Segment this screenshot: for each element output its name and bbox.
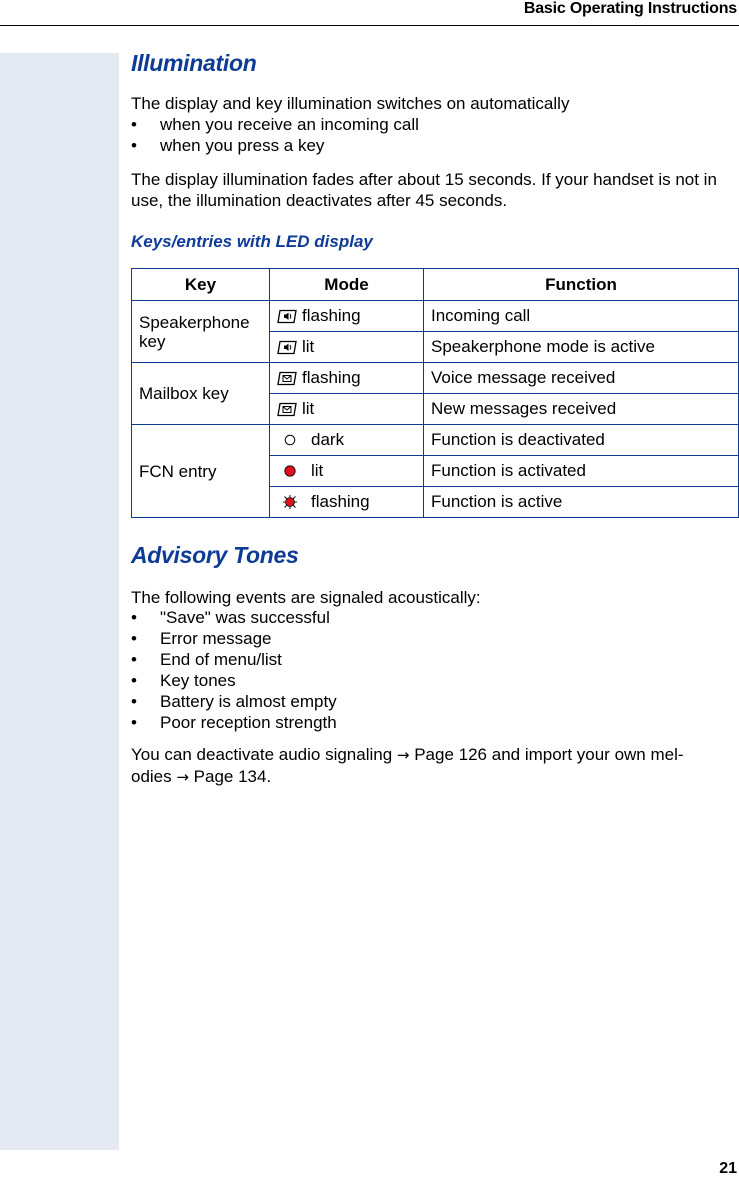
table-header-row — [132, 269, 739, 301]
speakerphone-key-icon — [277, 309, 298, 324]
page-header-title: Basic Operating Instructions — [523, 0, 737, 17]
function-cell: Function is active — [424, 487, 739, 518]
function-cell: New messages received — [424, 394, 739, 425]
list-item: • End of menu/list — [131, 649, 337, 670]
mode-label: flashing — [302, 306, 361, 325]
table-row — [132, 301, 739, 332]
mode-cell — [270, 301, 424, 332]
led-flashing-icon — [283, 495, 297, 509]
page-ref-arrow-icon: → — [176, 768, 189, 786]
illumination-heading: Illumination — [131, 50, 257, 76]
table-row — [132, 425, 739, 456]
page-ref-134[interactable]: Page 134. — [188, 767, 272, 786]
led-section-heading: Keys/entries with LED display — [131, 232, 373, 251]
closing-text: odies — [131, 767, 177, 786]
closing-text: You can deactivate audio signaling — [131, 745, 397, 764]
mode-label: flashing — [302, 368, 361, 387]
advisory-tones-heading: Advisory Tones — [131, 542, 299, 568]
list-item: • Key tones — [131, 670, 337, 691]
illumination-bullet-list — [131, 114, 419, 156]
mode-label: dark — [311, 430, 345, 449]
page-number: 21 — [719, 1160, 737, 1177]
mode-label: flashing — [311, 492, 370, 511]
led-dark-icon — [283, 433, 297, 447]
led-lit-icon — [283, 464, 297, 478]
column-header-key: Key — [132, 269, 270, 301]
mode-cell — [270, 363, 424, 394]
advisory-bullet-list — [131, 607, 337, 733]
mode-label: lit — [302, 337, 315, 356]
function-cell: Incoming call — [424, 301, 739, 332]
advisory-intro: The following events are signaled acoustically: — [131, 588, 481, 607]
illumination-intro: The display and key illumination switches on automatically — [131, 94, 570, 113]
mode-cell — [270, 394, 424, 425]
list-item: • Error message — [131, 628, 337, 649]
function-cell: Function is activated — [424, 456, 739, 487]
list-item: • when you receive an incoming call — [131, 114, 419, 135]
list-item: • Battery is almost empty — [131, 691, 337, 712]
illumination-fade-text: The display illumination fades after about 15 seconds. If your handset is not in use, the illumination deactivates after 45 seconds. — [131, 170, 717, 210]
list-item: • when you press a key — [131, 135, 419, 156]
mode-cell — [270, 456, 424, 487]
table-row — [132, 363, 739, 394]
list-item: • "Save" was successful — [131, 607, 337, 628]
advisory-closing — [131, 744, 738, 788]
page-ref-126[interactable]: Page 126 and import your own mel- — [409, 745, 684, 764]
mode-cell — [270, 332, 424, 363]
sidebar-margin — [0, 53, 119, 1150]
mailbox-key-icon — [277, 371, 298, 386]
led-table — [131, 268, 739, 518]
column-header-function: Function — [424, 269, 739, 301]
mode-label: lit — [311, 461, 324, 480]
column-header-mode: Mode — [270, 269, 424, 301]
key-cell-mailbox: Mailbox key — [132, 363, 270, 425]
mode-label: lit — [302, 399, 315, 418]
function-cell: Function is deactivated — [424, 425, 739, 456]
function-cell: Speakerphone mode is active — [424, 332, 739, 363]
header-divider — [0, 25, 739, 26]
mailbox-key-icon — [277, 402, 298, 417]
speakerphone-key-icon — [277, 340, 298, 355]
page-ref-arrow-icon: → — [396, 746, 410, 764]
mode-cell — [270, 425, 424, 456]
mode-cell — [270, 487, 424, 518]
key-cell-fcn: FCN entry — [132, 425, 270, 518]
key-cell-speakerphone: Speakerphone key — [132, 301, 270, 363]
function-cell: Voice message received — [424, 363, 739, 394]
list-item: • Poor reception strength — [131, 712, 337, 733]
